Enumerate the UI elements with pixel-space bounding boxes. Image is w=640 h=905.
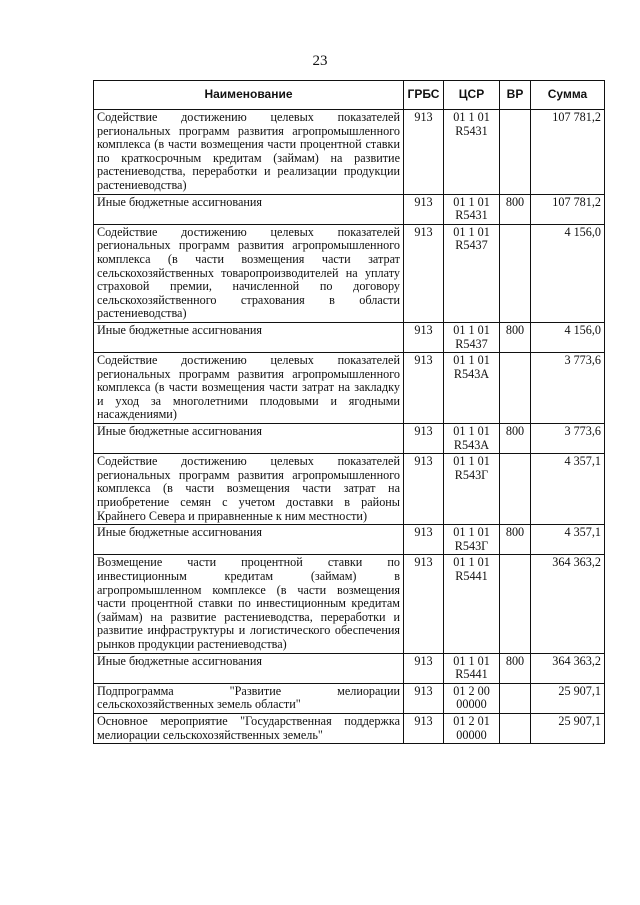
name-cell: Основное мероприятие "Государственная поддержка мелиорации сельскохозяйственных земель" bbox=[94, 713, 404, 743]
csr-code-part: R543Г bbox=[454, 538, 489, 553]
header-grbs: ГРБС bbox=[404, 81, 444, 110]
sum-cell: 4 357,1 bbox=[531, 454, 605, 525]
csr-code-part: 01 1 01 bbox=[453, 653, 490, 668]
csr-code-part: R5441 bbox=[455, 667, 488, 682]
csr-code-part: 01 1 01 bbox=[453, 322, 490, 337]
name-cell: Иные бюджетные ассигнования bbox=[94, 194, 404, 224]
vr-cell bbox=[500, 454, 531, 525]
vr-cell: 800 bbox=[500, 194, 531, 224]
grbs-cell: 913 bbox=[404, 194, 444, 224]
vr-cell: 800 bbox=[500, 322, 531, 352]
csr-code-part: 01 1 01 bbox=[453, 224, 490, 239]
table-row bbox=[94, 525, 605, 555]
csr-cell bbox=[444, 653, 500, 683]
name-cell: Иные бюджетные ассигнования bbox=[94, 424, 404, 454]
csr-code-part: R543A bbox=[453, 437, 490, 452]
csr-cell bbox=[444, 353, 500, 424]
csr-code-part: 01 2 00 bbox=[453, 683, 490, 698]
csr-cell bbox=[444, 322, 500, 352]
csr-code-part: R5437 bbox=[455, 238, 488, 253]
name-cell: Содействие достижению целевых показателей региональных программ развития агропромышленного комплекса (в части возмещения части затрат сельскохозяйственных товаропроизводителей на уплату страховой премии, начисленной по договору сельскохозяйственного страхования в области растениеводства) bbox=[94, 224, 404, 322]
name-cell: Содействие достижению целевых показателей региональных программ развития агропромышленного комплекса (в части возмещения части процентной ставки по краткосрочным кредитам (займам) на развитие растениеводства, переработки и реализации продукции растениеводства) bbox=[94, 110, 404, 195]
table-row bbox=[94, 424, 605, 454]
sum-cell: 25 907,1 bbox=[531, 713, 605, 743]
grbs-cell: 913 bbox=[404, 424, 444, 454]
name-cell: Иные бюджетные ассигнования bbox=[94, 322, 404, 352]
csr-code-part: 01 1 01 bbox=[453, 353, 490, 368]
name-cell: Иные бюджетные ассигнования bbox=[94, 525, 404, 555]
grbs-cell: 913 bbox=[404, 110, 444, 195]
vr-cell bbox=[500, 353, 531, 424]
csr-code-part: R5431 bbox=[455, 123, 488, 138]
grbs-cell: 913 bbox=[404, 713, 444, 743]
table-row bbox=[94, 194, 605, 224]
page-number: 23 bbox=[312, 53, 328, 69]
table-row bbox=[94, 322, 605, 352]
csr-code-part: 00000 bbox=[456, 697, 487, 712]
header-vr: ВР bbox=[500, 81, 531, 110]
csr-cell bbox=[444, 454, 500, 525]
grbs-cell: 913 bbox=[404, 525, 444, 555]
csr-cell bbox=[444, 713, 500, 743]
sum-cell: 4 156,0 bbox=[531, 322, 605, 352]
table-row bbox=[94, 555, 605, 653]
csr-code-part: R5431 bbox=[455, 208, 488, 223]
csr-code-part: 01 1 01 bbox=[453, 555, 490, 570]
vr-cell bbox=[500, 683, 531, 713]
name-cell: Возмещение части процентной ставки по инвестиционным кредитам (займам) в агропромышленном комплексе (в части возмещения части процентной ставки по инвестиционным кредитам (займам) на развитие растениеводства, переработки и развитие инфраструктуры и логистического обеспечения рынков продукции растениеводства) bbox=[94, 555, 404, 653]
grbs-cell: 913 bbox=[404, 653, 444, 683]
csr-cell bbox=[444, 683, 500, 713]
vr-cell bbox=[500, 713, 531, 743]
name-cell: Содействие достижению целевых показателей региональных программ развития агропромышленного комплекса (в части возмещения части затрат на закладку и уход за многолетними плодовыми и ягодными насаждениями) bbox=[94, 353, 404, 424]
csr-code-part: R543Г bbox=[454, 467, 489, 482]
vr-cell: 800 bbox=[500, 653, 531, 683]
sum-cell: 3 773,6 bbox=[531, 353, 605, 424]
name-cell: Иные бюджетные ассигнования bbox=[94, 653, 404, 683]
csr-code-part: 01 1 01 bbox=[453, 110, 490, 124]
csr-code-part: R5441 bbox=[455, 569, 488, 583]
table-row bbox=[94, 110, 605, 195]
csr-cell bbox=[444, 525, 500, 555]
table-row bbox=[94, 653, 605, 683]
name-cell: Содействие достижению целевых показателей региональных программ развития агропромышленного комплекса (в части возмещения части затрат на приобретение семян с учетом доставки в районы Крайнего Севера и приравненные к ним местности) bbox=[94, 454, 404, 525]
vr-cell bbox=[500, 110, 531, 195]
csr-code-part: 00000 bbox=[456, 727, 487, 742]
budget-table bbox=[93, 80, 605, 744]
csr-code-part: R5437 bbox=[455, 336, 488, 351]
sum-cell: 364 363,2 bbox=[531, 555, 605, 653]
table-row bbox=[94, 353, 605, 424]
grbs-cell: 913 bbox=[404, 555, 444, 653]
sum-cell: 364 363,2 bbox=[531, 653, 605, 683]
sum-cell: 25 907,1 bbox=[531, 683, 605, 713]
grbs-cell: 913 bbox=[404, 454, 444, 525]
csr-code-part: 01 2 01 bbox=[453, 713, 490, 728]
sum-cell: 107 781,2 bbox=[531, 194, 605, 224]
header-sum: Сумма bbox=[531, 81, 605, 110]
csr-code-part: 01 1 01 bbox=[453, 424, 490, 439]
table-row bbox=[94, 713, 605, 743]
sum-cell: 107 781,2 bbox=[531, 110, 605, 195]
header-csr: ЦСР bbox=[444, 81, 500, 110]
csr-code-part: R543A bbox=[453, 366, 490, 381]
vr-cell: 800 bbox=[500, 525, 531, 555]
vr-cell bbox=[500, 224, 531, 322]
csr-code-part: 01 1 01 bbox=[453, 525, 490, 540]
sum-cell: 3 773,6 bbox=[531, 424, 605, 454]
vr-cell: 800 bbox=[500, 424, 531, 454]
csr-code-part: 01 1 01 bbox=[453, 194, 490, 209]
name-cell: Подпрограмма "Развитие мелиорации сельскохозяйственных земель области" bbox=[94, 683, 404, 713]
grbs-cell: 913 bbox=[404, 224, 444, 322]
csr-cell bbox=[444, 424, 500, 454]
grbs-cell: 913 bbox=[404, 683, 444, 713]
sum-cell: 4 156,0 bbox=[531, 224, 605, 322]
sum-cell: 4 357,1 bbox=[531, 525, 605, 555]
table-row bbox=[94, 224, 605, 322]
table-body bbox=[94, 110, 605, 744]
table-row bbox=[94, 454, 605, 525]
csr-cell bbox=[444, 555, 500, 653]
csr-code-part: 01 1 01 bbox=[453, 454, 490, 469]
grbs-cell: 913 bbox=[404, 322, 444, 352]
table-header-row bbox=[94, 81, 605, 110]
header-name: Наименование bbox=[94, 81, 404, 110]
vr-cell bbox=[500, 555, 531, 653]
table-row bbox=[94, 683, 605, 713]
grbs-cell: 913 bbox=[404, 353, 444, 424]
csr-cell bbox=[444, 110, 500, 195]
csr-cell bbox=[444, 224, 500, 322]
csr-cell bbox=[444, 194, 500, 224]
